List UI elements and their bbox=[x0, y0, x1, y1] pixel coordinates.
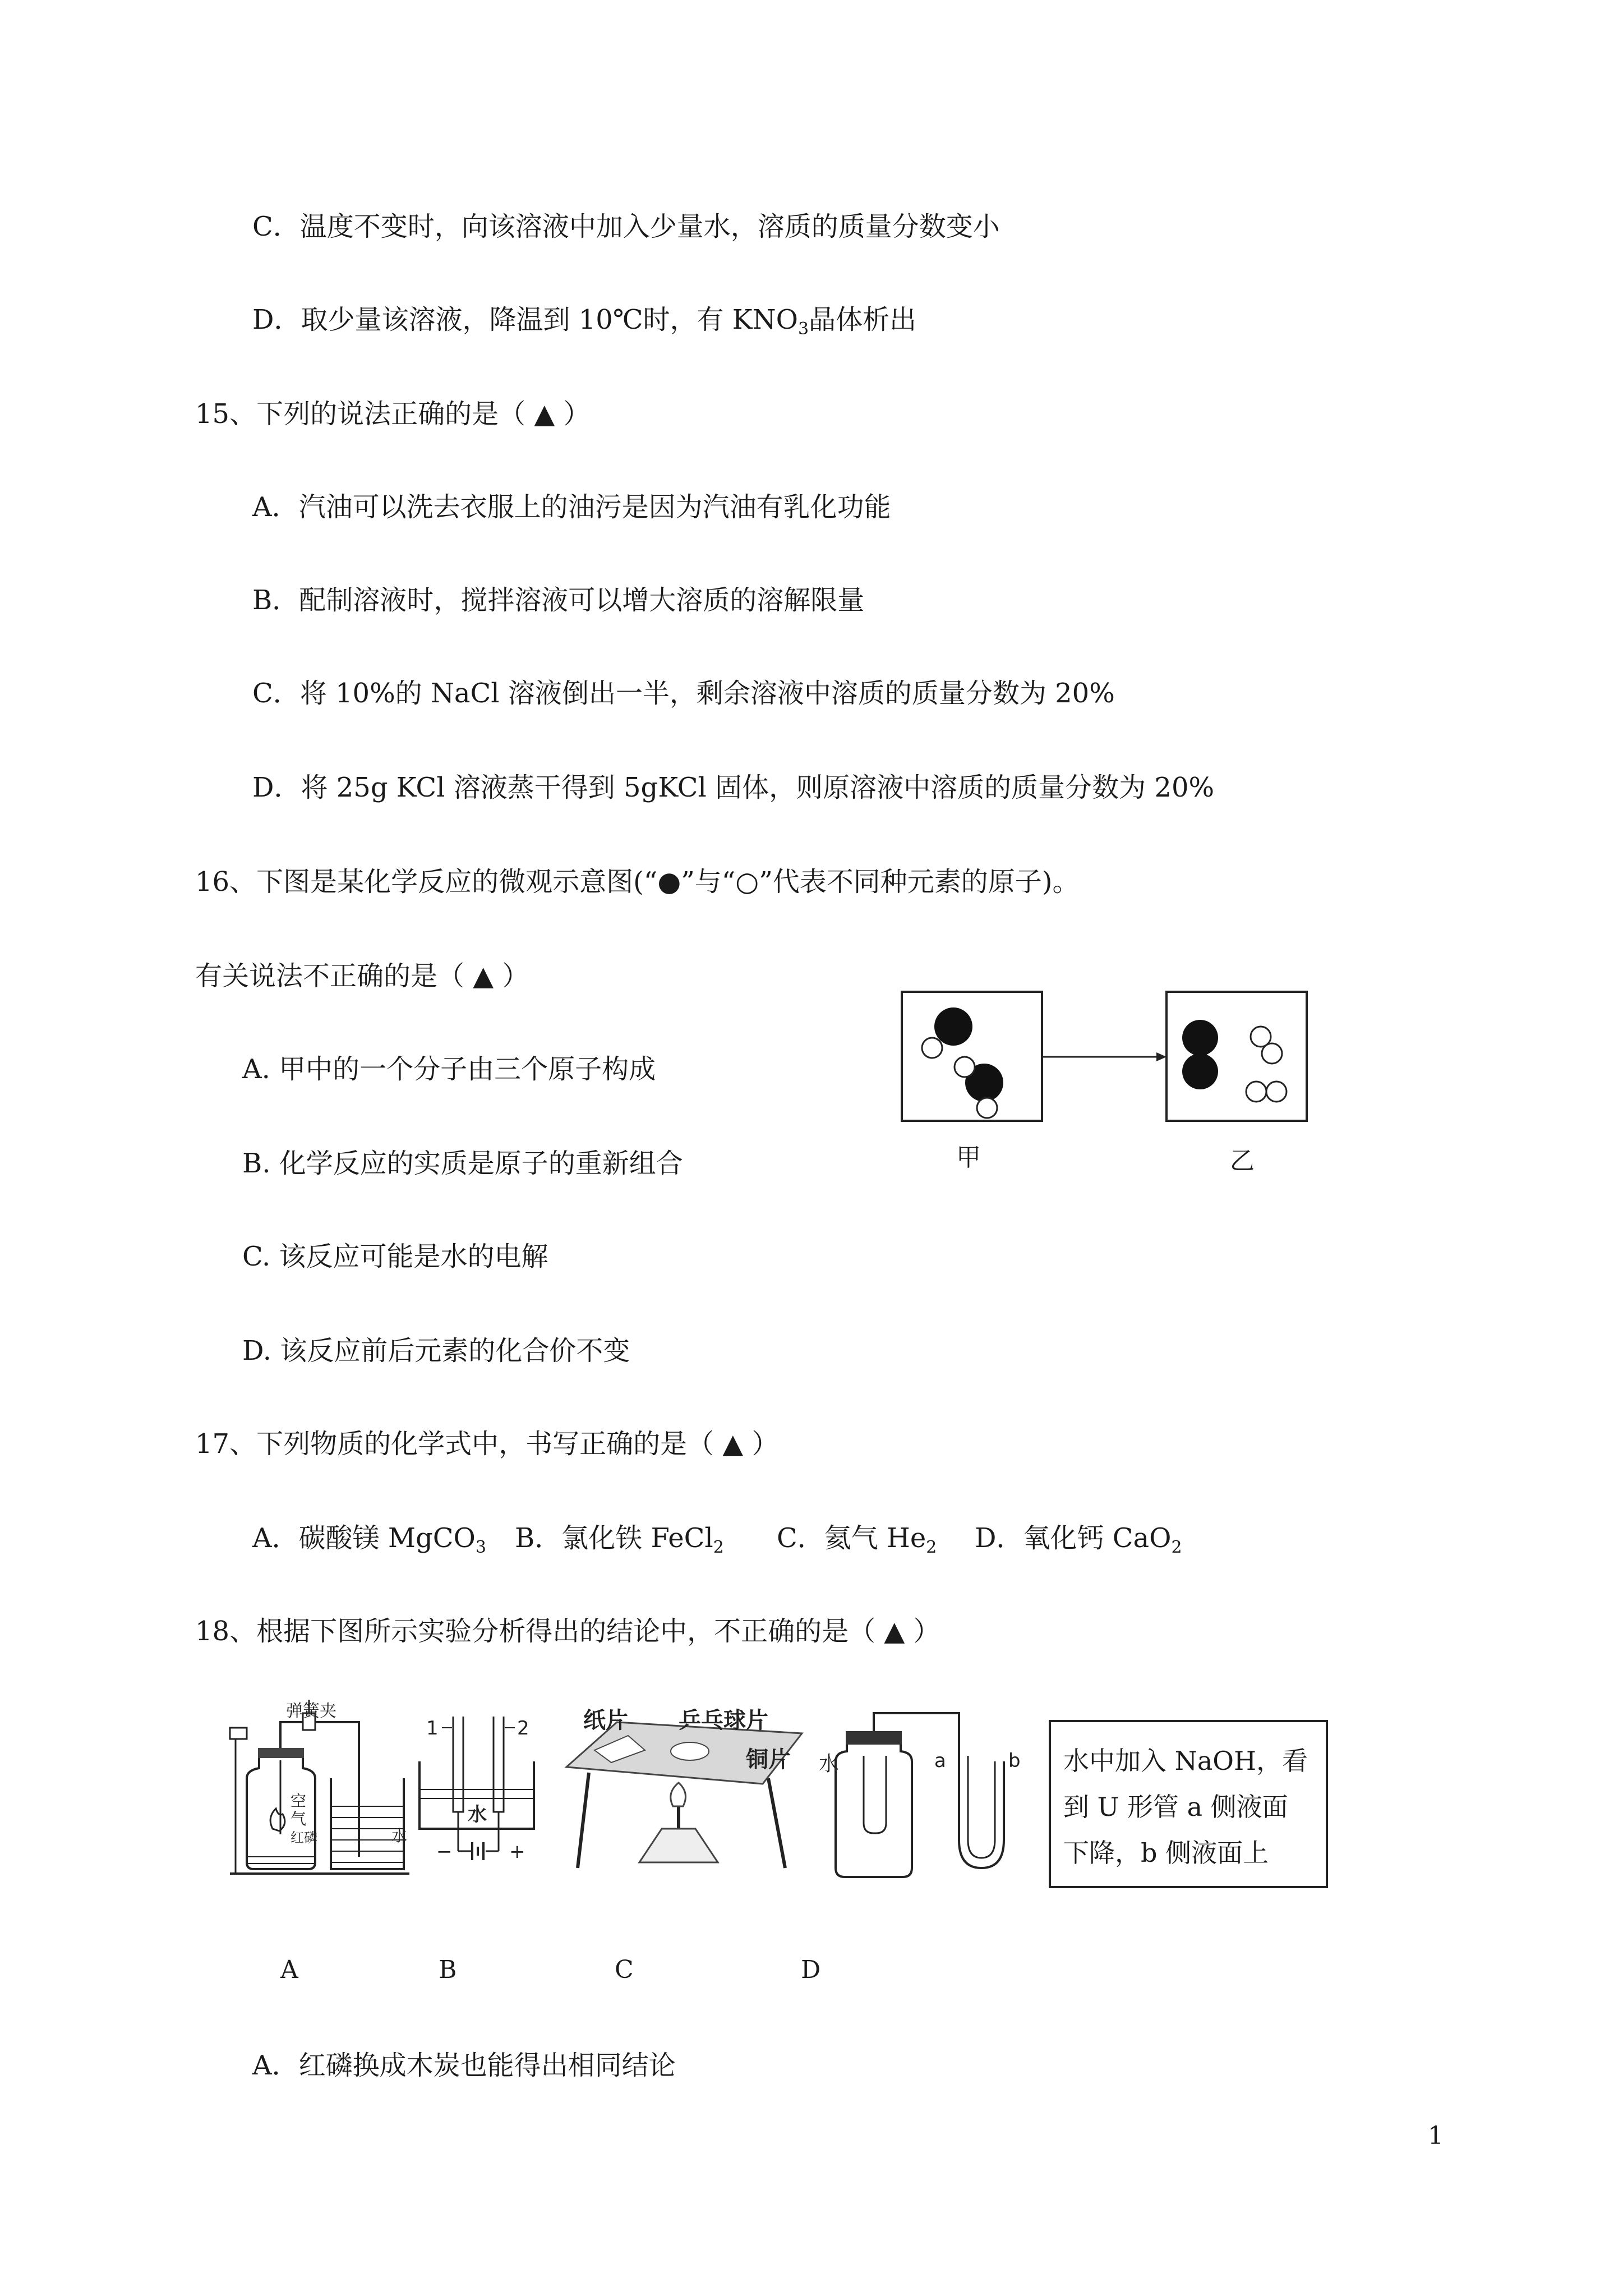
figure-label-b: B bbox=[439, 1955, 457, 1984]
q16-option-d: D. 该反应前后元素的化合价不变 bbox=[242, 1335, 630, 1366]
q17-option-a: A．碳酸镁 MgCO$_3$ bbox=[252, 1522, 486, 1557]
q17-option-d: D．氧化钙 CaO$_2$ bbox=[975, 1522, 1182, 1557]
experiment-b-figure bbox=[409, 1705, 544, 1885]
label-water-b: 水 bbox=[468, 1803, 487, 1826]
figure-label-d: D bbox=[801, 1955, 821, 1984]
experiment-a-figure bbox=[224, 1694, 415, 1885]
q14-option-d: D．取少量该溶液，降温到 10℃时，有 $KNO_3$晶体析出 bbox=[252, 304, 917, 339]
label-minus: − bbox=[436, 1841, 453, 1863]
label-red-phosphorus: 红磷 bbox=[291, 1830, 317, 1846]
label-yi: 乙 bbox=[1230, 1147, 1255, 1175]
q14-option-c: C．温度不变时，向该溶液中加入少量水，溶质的质量分数变小 bbox=[252, 211, 1000, 242]
label-a-side: a bbox=[934, 1750, 946, 1772]
figure-label-a: A bbox=[280, 1955, 298, 1984]
label-water-a: 水 bbox=[391, 1826, 408, 1845]
label-tube-2: 2 bbox=[517, 1717, 529, 1740]
q16-option-b: B. 化学反应的实质是原子的重新组合 bbox=[242, 1148, 683, 1179]
page-number: 1 bbox=[1428, 2122, 1444, 2150]
label-b-side: b bbox=[1008, 1750, 1021, 1772]
label-water-d: 水 bbox=[819, 1752, 840, 1775]
label-plus: + bbox=[509, 1841, 525, 1863]
q17-stem: 17、下列物质的化学式中，书写正确的是（ ▲ ） bbox=[195, 1428, 779, 1460]
q17-option-c: C．氦气 $He_2$ bbox=[777, 1522, 937, 1557]
q15-option-b: B．配制溶液时，搅拌溶液可以增大溶质的溶解限量 bbox=[252, 585, 865, 616]
q15-stem: 15、下列的说法正确的是（ ▲ ） bbox=[195, 398, 591, 430]
q17-option-b: B．氯化铁 FeCl$_2$ bbox=[515, 1522, 724, 1557]
q16-stem-2: 有关说法不正确的是（ ▲ ） bbox=[195, 960, 529, 992]
q15-option-c: C．将 10%的 NaCl 溶液倒出一半，剩余溶液中溶质的质量分数为 20% bbox=[252, 678, 1115, 709]
experiment-c-figure bbox=[555, 1700, 813, 1885]
label-air-2: 气 bbox=[291, 1810, 307, 1828]
experiment-d-figure bbox=[802, 1705, 1038, 1885]
q18-stem: 18、根据下图所示实验分析得出的结论中，不正确的是（ ▲ ） bbox=[195, 1616, 940, 1647]
label-paper: 纸片 bbox=[583, 1708, 628, 1733]
label-tube-1: 1 bbox=[426, 1717, 439, 1740]
label-clip: 弹簧夹 bbox=[286, 1701, 336, 1721]
label-jia: 甲 bbox=[956, 1143, 981, 1172]
label-copper: 铜片 bbox=[746, 1747, 791, 1773]
label-air-1: 空 bbox=[291, 1792, 307, 1810]
q18-option-a: A．红磷换成木炭也能得出相同结论 bbox=[252, 2050, 676, 2081]
figure-label-c: C bbox=[615, 1955, 634, 1984]
q15-option-a: A．汽油可以洗去衣服上的油污是因为汽油有乳化功能 bbox=[252, 491, 891, 523]
q16-option-a: A. 甲中的一个分子由三个原子构成 bbox=[242, 1053, 656, 1085]
label-pingpong: 乒乓球片 bbox=[679, 1708, 768, 1733]
q16-option-c: C. 该反应可能是水的电解 bbox=[242, 1241, 548, 1272]
q18-note-box: 水中加入 NaOH，看到 U 形管 a 侧液面下降，b 侧液面上 bbox=[1049, 1720, 1328, 1888]
q15-option-d: D．将 25g KCl 溶液蒸干得到 5gKCl 固体，则原溶液中溶质的质量分数为 20% bbox=[252, 772, 1215, 803]
q16-stem: 16、下图是某化学反应的微观示意图(“●”与“○”代表不同种元素的原子)。 bbox=[195, 866, 1080, 898]
